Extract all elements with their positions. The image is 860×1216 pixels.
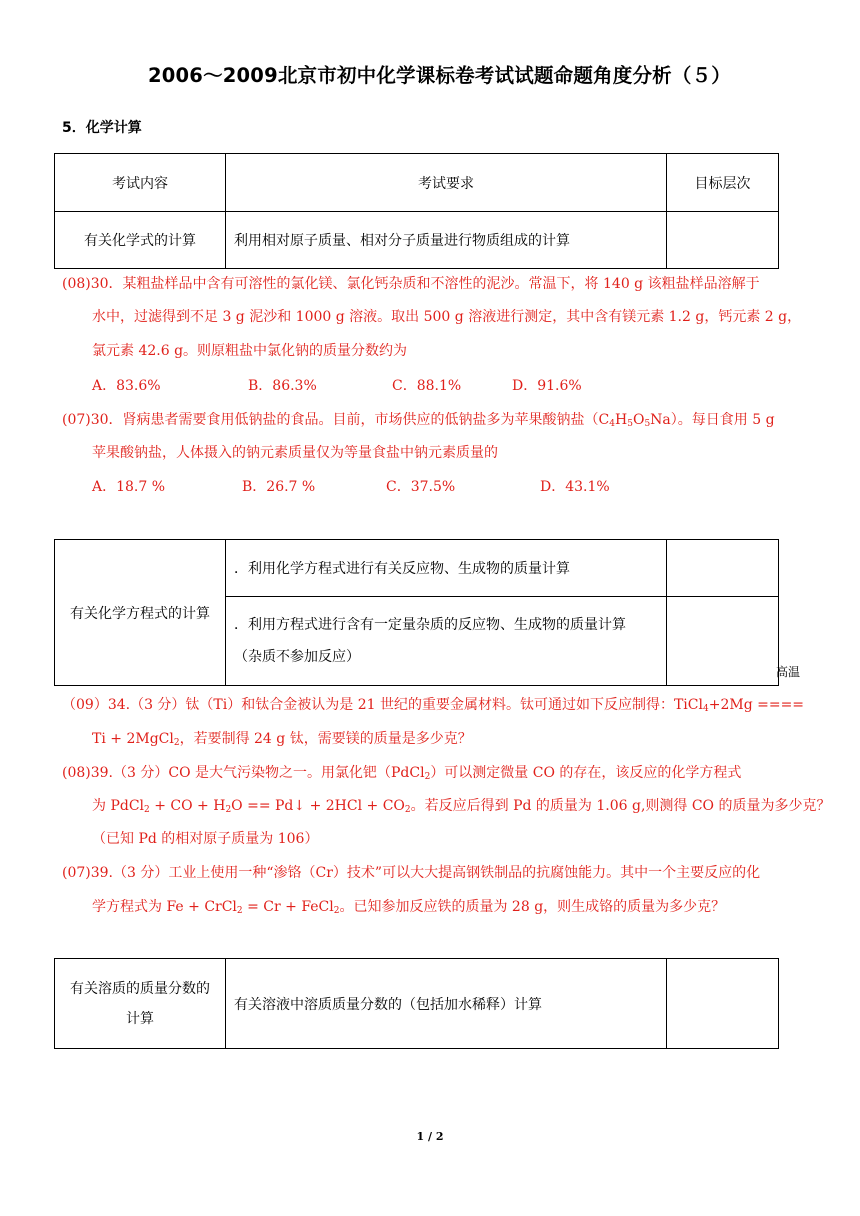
question-08-39-line3: （已知 Pd 的相对原子质量为 106） <box>92 831 319 847</box>
high-temperature-condition: 高温 <box>776 665 801 679</box>
option-d: D．43.1% <box>540 479 610 495</box>
question-07-30-line2: 苹果酸钠盐，人体摄入的钠元素质量仅为等量食盐中钠元素质量的 <box>92 445 498 461</box>
header-target-level: 目标层次 <box>667 154 779 212</box>
option-a: A．83.6% <box>92 378 161 394</box>
option-c: C．88.1% <box>392 378 462 394</box>
option-b: B．26.7 % <box>242 479 316 495</box>
table-chemical-equation <box>54 539 779 686</box>
question-08-30-line1: (08)30．某粗盐样品中含有可溶性的氯化镁、氯化钙杂质和不溶性的泥沙。常温下，将 140 g 该粗盐样品溶解于 <box>62 276 760 292</box>
cell-requirement: 利用相对原子质量、相对分子质量进行物质组成的计算 <box>226 212 667 269</box>
option-c: C．37.5% <box>386 479 456 495</box>
question-08-39-line1: (08)39.（3 分）CO 是大气污染物之一。用氯化钯（PdCl$_2$）可以测定微量 CO 的存在，该反应的化学方程式 <box>62 765 742 782</box>
question-07-39-line1: (07)39.（3 分）工业上使用一种“渗铬（Cr）技术”可以大大提高钢铁制品的抗腐蚀能力。其中一个主要反应的化 <box>62 865 761 881</box>
page-title: 2006～2009北京市初中化学课标卷考试试题命题角度分析（５） <box>148 64 731 87</box>
section-heading: 5．化学计算 <box>62 120 142 136</box>
header-exam-content: 考试内容 <box>55 154 226 212</box>
question-09-34-line2: Ti + 2MgCl$_2$，若要制得 24 g 钛，需要镁的质量是多少克？ <box>92 731 472 748</box>
question-07-39-line2: 学方程式为 Fe + CrCl$_2$ = Cr + FeCl$_2$。已知参加反应铁的质量为 28 g，则生成铬的质量为多少克？ <box>92 899 726 916</box>
cell-level-2 <box>667 597 779 686</box>
cell-requirement: 有关溶液中溶质质量分数的（包括加水稀释）计算 <box>226 959 667 1049</box>
option-a: A．18.7 % <box>92 479 166 495</box>
page-number: 1 / 2 <box>416 1130 444 1143</box>
table-chemical-formula <box>54 153 779 269</box>
cell-level <box>667 212 779 269</box>
cell-content: 有关化学式的计算 <box>55 212 226 269</box>
cell-content: 有关化学方程式的计算 <box>55 540 226 686</box>
question-08-30-line3: 氯元素 42.6 g。则原粗盐中氯化钠的质量分数约为 <box>92 343 408 359</box>
question-08-39-line2: 为 PdCl$_2$ + CO + $H_2O$ == Pd↓ + $2HCl + CO_2$。若反应后得到 Pd 的质量为 1.06 g,则测得 CO 的质量为多少克？ <box>92 798 831 815</box>
option-d: D．91.6% <box>512 378 582 394</box>
question-09-34-line1: （09）34.（3 分）钛（Ti）和钛合金被认为是 21 世纪的重要金属材料。钛可通过如下反应制得：TiCl$_4$+2Mg ==== <box>62 697 805 714</box>
cell-content: 有关溶质的质量分数的 计算 <box>55 959 226 1049</box>
cell-requirement-1: ．利用化学方程式进行有关反应物、生成物的质量计算 <box>226 540 667 597</box>
header-exam-requirement: 考试要求 <box>226 154 667 212</box>
cell-level <box>667 959 779 1049</box>
cell-requirement-2: ．利用方程式进行含有一定量杂质的反应物、生成物的质量计算 （杂质不参加反应） <box>226 597 667 686</box>
question-07-30-line1: (07)30．肾病患者需要食用低钠盐的食品。目前，市场供应的低钠盐多为苹果酸钠盐$(C_4H_5O_5Na)$。每日食用 5 g <box>62 412 775 429</box>
cell-level-1 <box>667 540 779 597</box>
table-solution-concentration <box>54 958 779 1049</box>
question-08-30-line2: 水中，过滤得到不足 3 g 泥沙和 1000 g 溶液。取出 500 g 溶液进行测定，其中含有镁元素 1.2 g，钙元素 2 g， <box>92 309 802 325</box>
option-b: B．86.3% <box>248 378 317 394</box>
